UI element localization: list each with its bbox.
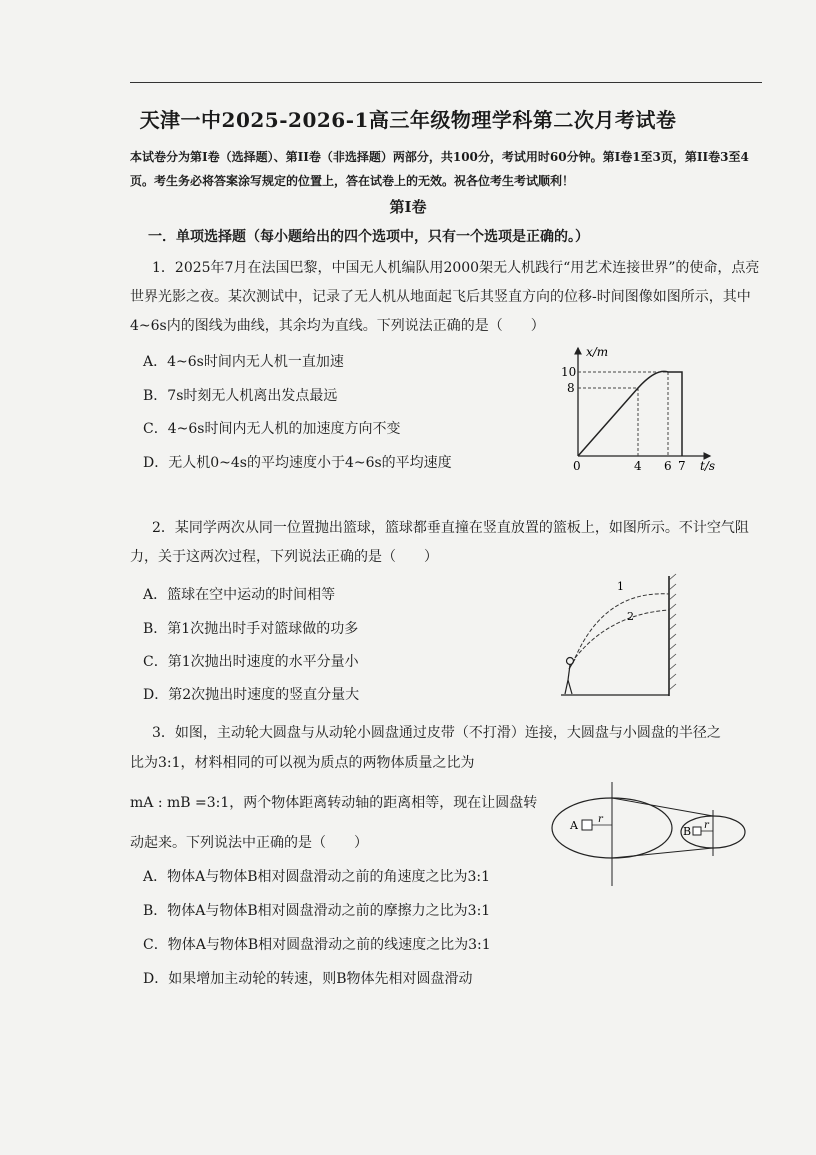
backboard-hatching	[669, 574, 676, 690]
y-axis-label: x/m	[586, 345, 609, 359]
label-r-b: r	[704, 820, 709, 831]
q3-option-a: A．物体A与物体B相对圆盘滑动之前的角速度之比为3:1	[143, 869, 491, 885]
tick-10: 10	[561, 365, 577, 379]
q1-option-d: D．无人机0~4s的平均速度小于4~6s的平均速度	[143, 455, 452, 471]
label-b: B	[683, 825, 692, 838]
block-b	[693, 827, 701, 835]
q3-stem-line2: 比为3:1，材料相同的可以视为质点的两物体质量之比为	[130, 755, 475, 771]
x-axis-label: t/s	[700, 459, 716, 473]
q2-stem: 2．某同学两次从同一位置抛出篮球，篮球都垂直撞在竖直放置的篮板上，如图所示。不计空气阻力，关于这两次过程，下列说法正确的是（ ）	[130, 520, 749, 565]
label-r-a: r	[598, 814, 603, 825]
tick-6: 6	[664, 459, 672, 473]
q1-stem: 1．2025年7月在法国巴黎，中国无人机编队用2000架无人机践行“用艺术连接世界”的使命，点亮世界光影之夜。某次测试中，记录了无人机从地面起飞后其竖直方向的位移-时间图像如图所示，其中4~6s内的图线为曲线，其余均为直线。下列说法正确的是（ ）	[130, 260, 760, 334]
q2-option-c: C．第1次抛出时速度的水平分量小	[143, 654, 359, 670]
student-icon	[565, 658, 575, 695]
q3-pulley-figure	[550, 780, 760, 890]
trajectory-1-label: 1	[617, 580, 624, 593]
q3-stem-line1: 3．如图，主动轮大圆盘与从动轮小圆盘通过皮带（不打滑）连接，大圆盘与小圆盘的半径之	[152, 725, 721, 741]
block-a	[582, 820, 592, 830]
tick-7: 7	[678, 459, 686, 473]
graph-curve	[578, 371, 682, 456]
section-title: 一．单项选择题（每小题给出的四个选项中，只有一个选项是正确的。）	[148, 229, 589, 245]
q2-option-b: B．第1次抛出时手对篮球做的功多	[143, 621, 359, 637]
exam-instructions: 本试卷分为第I卷（选择题）、第II卷（非选择题）两部分，共100分，考试用时60分钟。第I卷1至3页，第II卷3至4页。考生务必将答案涂写规定的位置上，答在试卷上的无效。祝各位考生考试顺利！	[130, 150, 749, 188]
q3-option-d: D．如果增加主动轮的转速，则B物体先相对圆盘滑动	[143, 971, 473, 987]
trajectory-2-label: 2	[627, 610, 634, 623]
q3-option-c: C．物体A与物体B相对圆盘滑动之前的线速度之比为3:1	[143, 937, 491, 953]
q3-option-b: B．物体A与物体B相对圆盘滑动之前的摩擦力之比为3:1	[143, 903, 491, 919]
q3-stem-line4: 动起来。下列说法中正确的是（ ）	[130, 835, 368, 851]
q2-basketball-figure	[555, 570, 690, 700]
exam-title: 天津一中2025-2026-1高三年级物理学科第二次月考试卷	[139, 108, 677, 132]
label-a: A	[570, 819, 578, 832]
belt-top	[612, 798, 713, 816]
belt-bottom	[612, 848, 713, 858]
q1-option-b: B．7s时刻无人机离出发点最远	[143, 388, 338, 404]
tick-4: 4	[634, 459, 642, 473]
q2-option-a: A．篮球在空中运动的时间相等	[143, 587, 336, 603]
part-title: 第I卷	[389, 198, 427, 216]
header-rule	[130, 82, 762, 83]
q1-option-c: C．4~6s时间内无人机的加速度方向不变	[143, 421, 401, 437]
q1-option-a: A．4~6s时间内无人机一直加速	[143, 354, 344, 370]
trajectory-2	[575, 610, 669, 658]
q2-option-d: D．第2次抛出时速度的竖直分量大	[143, 687, 360, 703]
q3-stem-line3: mA : mB =3:1，两个物体距离转动轴的距离相等，现在让圆盘转	[130, 795, 538, 811]
trajectory-1	[575, 594, 669, 658]
tick-8: 8	[567, 381, 575, 395]
q1-displacement-time-graph	[560, 340, 720, 475]
origin-label: 0	[573, 459, 581, 473]
